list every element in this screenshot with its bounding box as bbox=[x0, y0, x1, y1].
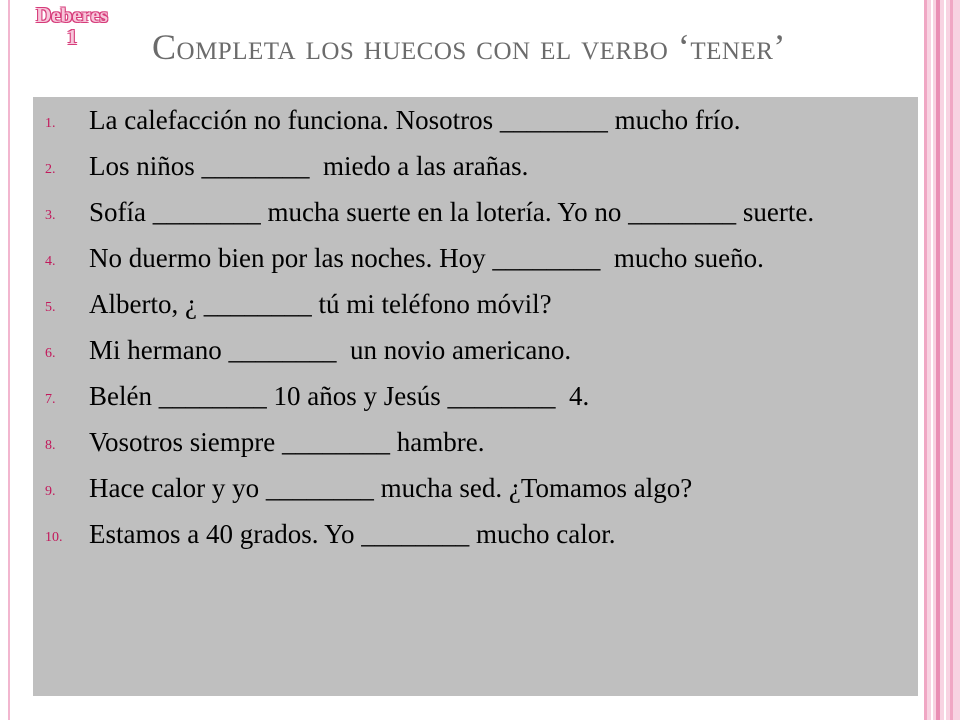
item-number: 4. bbox=[45, 254, 56, 269]
item-text: Belén ________ 10 años y Jesús ________ 4. bbox=[89, 381, 590, 411]
item-text: Estamos a 40 grados. Yo ________ mucho calor. bbox=[89, 519, 616, 549]
item-text: Vosotros siempre ________ hambre. bbox=[89, 427, 485, 457]
item-number: 10. bbox=[45, 530, 63, 545]
list-item bbox=[33, 287, 918, 325]
homework-badge bbox=[22, 4, 122, 48]
item-text: No duermo bien por las noches. Hoy ________ mucho sueño. bbox=[89, 243, 764, 273]
list-item bbox=[33, 471, 918, 509]
item-text: Mi hermano ________ un novio americano. bbox=[89, 335, 572, 365]
item-text: Alberto, ¿ ________ tú mi teléfono móvil? bbox=[89, 289, 552, 319]
list-item bbox=[33, 517, 918, 555]
list-item bbox=[33, 333, 918, 371]
item-text: Los niños ________ miedo a las arañas. bbox=[89, 151, 529, 181]
item-number: 8. bbox=[45, 438, 56, 453]
stripe bbox=[931, 0, 933, 720]
item-text: Hace calor y yo ________ mucha sed. ¿Tomamos algo? bbox=[89, 473, 693, 503]
item-text: Sofía ________ mucha suerte en la lotería. Yo no ________ suerte. bbox=[89, 197, 815, 227]
right-decorative-stripes bbox=[924, 0, 960, 720]
stripe bbox=[936, 0, 940, 720]
item-text: La calefacción no funciona. Nosotros ________ mucho frío. bbox=[89, 105, 741, 135]
list-item bbox=[33, 149, 918, 187]
list-item bbox=[33, 195, 918, 233]
item-number: 6. bbox=[45, 346, 56, 361]
list-item bbox=[33, 241, 918, 279]
item-number: 5. bbox=[45, 300, 56, 315]
item-number: 9. bbox=[45, 484, 56, 499]
item-number: 7. bbox=[45, 392, 56, 407]
page-title: Completa los huecos con el verbo ‘tener’ bbox=[152, 27, 786, 67]
homework-badge-line1: Deberes bbox=[36, 3, 108, 27]
stripe bbox=[950, 0, 953, 720]
item-number: 3. bbox=[45, 208, 56, 223]
list-item bbox=[33, 425, 918, 463]
list-item bbox=[33, 103, 918, 141]
exercise-panel bbox=[33, 97, 918, 696]
exercise-list bbox=[33, 103, 918, 563]
stripe bbox=[944, 0, 946, 720]
list-item bbox=[33, 379, 918, 417]
left-border-line bbox=[8, 0, 10, 720]
homework-badge-line2: 1 bbox=[66, 25, 78, 49]
item-number: 1. bbox=[45, 116, 56, 131]
stripe bbox=[924, 0, 927, 720]
item-number: 2. bbox=[45, 162, 56, 177]
